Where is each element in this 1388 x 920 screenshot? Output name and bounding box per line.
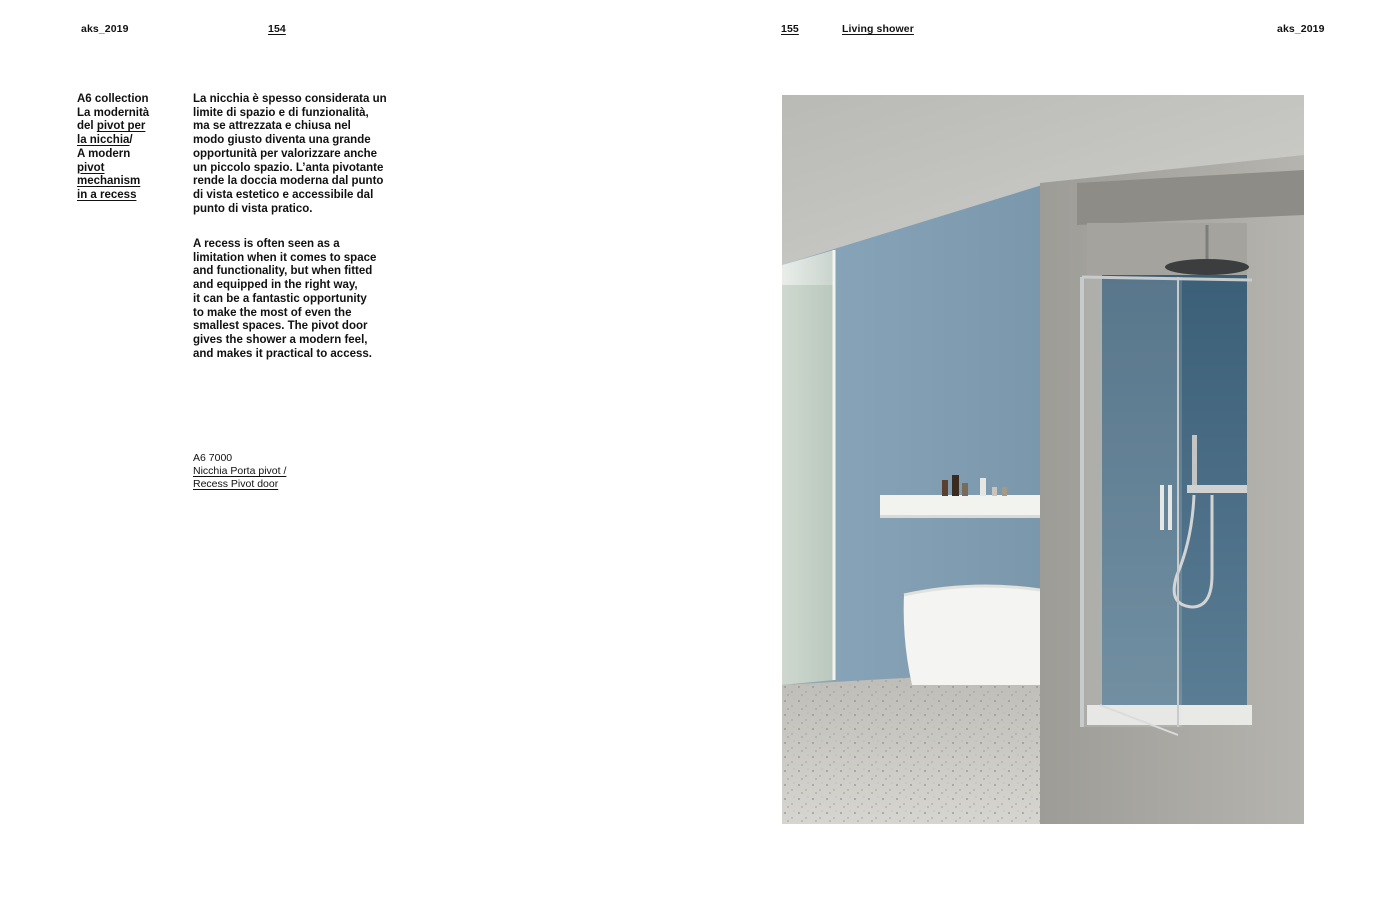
collection-title [77,93,187,203]
title-line [77,120,187,134]
title-link[interactable]: la nicchia [77,134,130,147]
product-name-english[interactable]: Recess Pivot door [193,478,279,490]
paragraph-line: it can be a fantastic opportunity [193,292,367,305]
paragraph-line: A recess is often seen as a [193,238,340,250]
title-text: del [77,120,97,133]
paragraph-line: La nicchia è spesso considerata un [193,93,387,105]
title-line: A modern [77,147,131,160]
paragraph-line: to make the most of even the [193,306,352,319]
paragraph-line: and functionality, but when fitted [193,265,373,278]
title-link[interactable]: pivot [77,161,105,174]
product-name-italian[interactable]: Nicchia Porta pivot / [193,465,287,477]
title-text: / [129,134,133,147]
paragraph-line: modo giusto diventa una grande [193,134,371,147]
paragraph-line: and makes it practical to access. [193,347,372,360]
paragraph-line: punto di vista pratico. [193,202,313,215]
paragraph-line: ma se attrezzata e chiusa nel [193,120,351,133]
title-link[interactable]: in a recess [77,188,137,201]
bathroom-illustration [782,95,1304,824]
title-line: La modernità [77,106,150,119]
section-title[interactable]: Living shower [842,23,914,35]
shower-photo [782,95,1304,824]
paragraph-line: limitation when it comes to space [193,251,377,264]
product-code: A6 7000 [193,452,233,464]
paragraph-line: smallest spaces. The pivot door [193,320,368,333]
paragraph-line: opportunità per valorizzare anche [193,147,378,160]
body-text-italian [193,93,403,216]
paragraph-line: un piccolo spazio. L’anta pivotante [193,161,384,174]
title-line [77,134,187,148]
paragraph-line: rende la doccia moderna dal punto [193,175,384,188]
paragraph-line: limite di spazio e di funzionalità, [193,106,369,119]
paragraph-line: gives the shower a modern feel, [193,333,368,346]
page-number-left[interactable]: 154 [268,23,286,35]
paragraph-line: and equipped in the right way, [193,279,358,292]
page-number-right[interactable]: 155 [781,23,799,35]
title-link[interactable]: mechanism [77,175,141,188]
body-text-english [193,238,403,361]
paragraph-line: di vista estetico e accessibile dal [193,188,374,201]
title-link[interactable]: pivot per [96,120,146,133]
product-caption [193,452,286,491]
title-line: A6 collection [77,93,149,105]
brand-right: aks_2019 [1277,23,1325,35]
brand-left: aks_2019 [81,23,129,35]
